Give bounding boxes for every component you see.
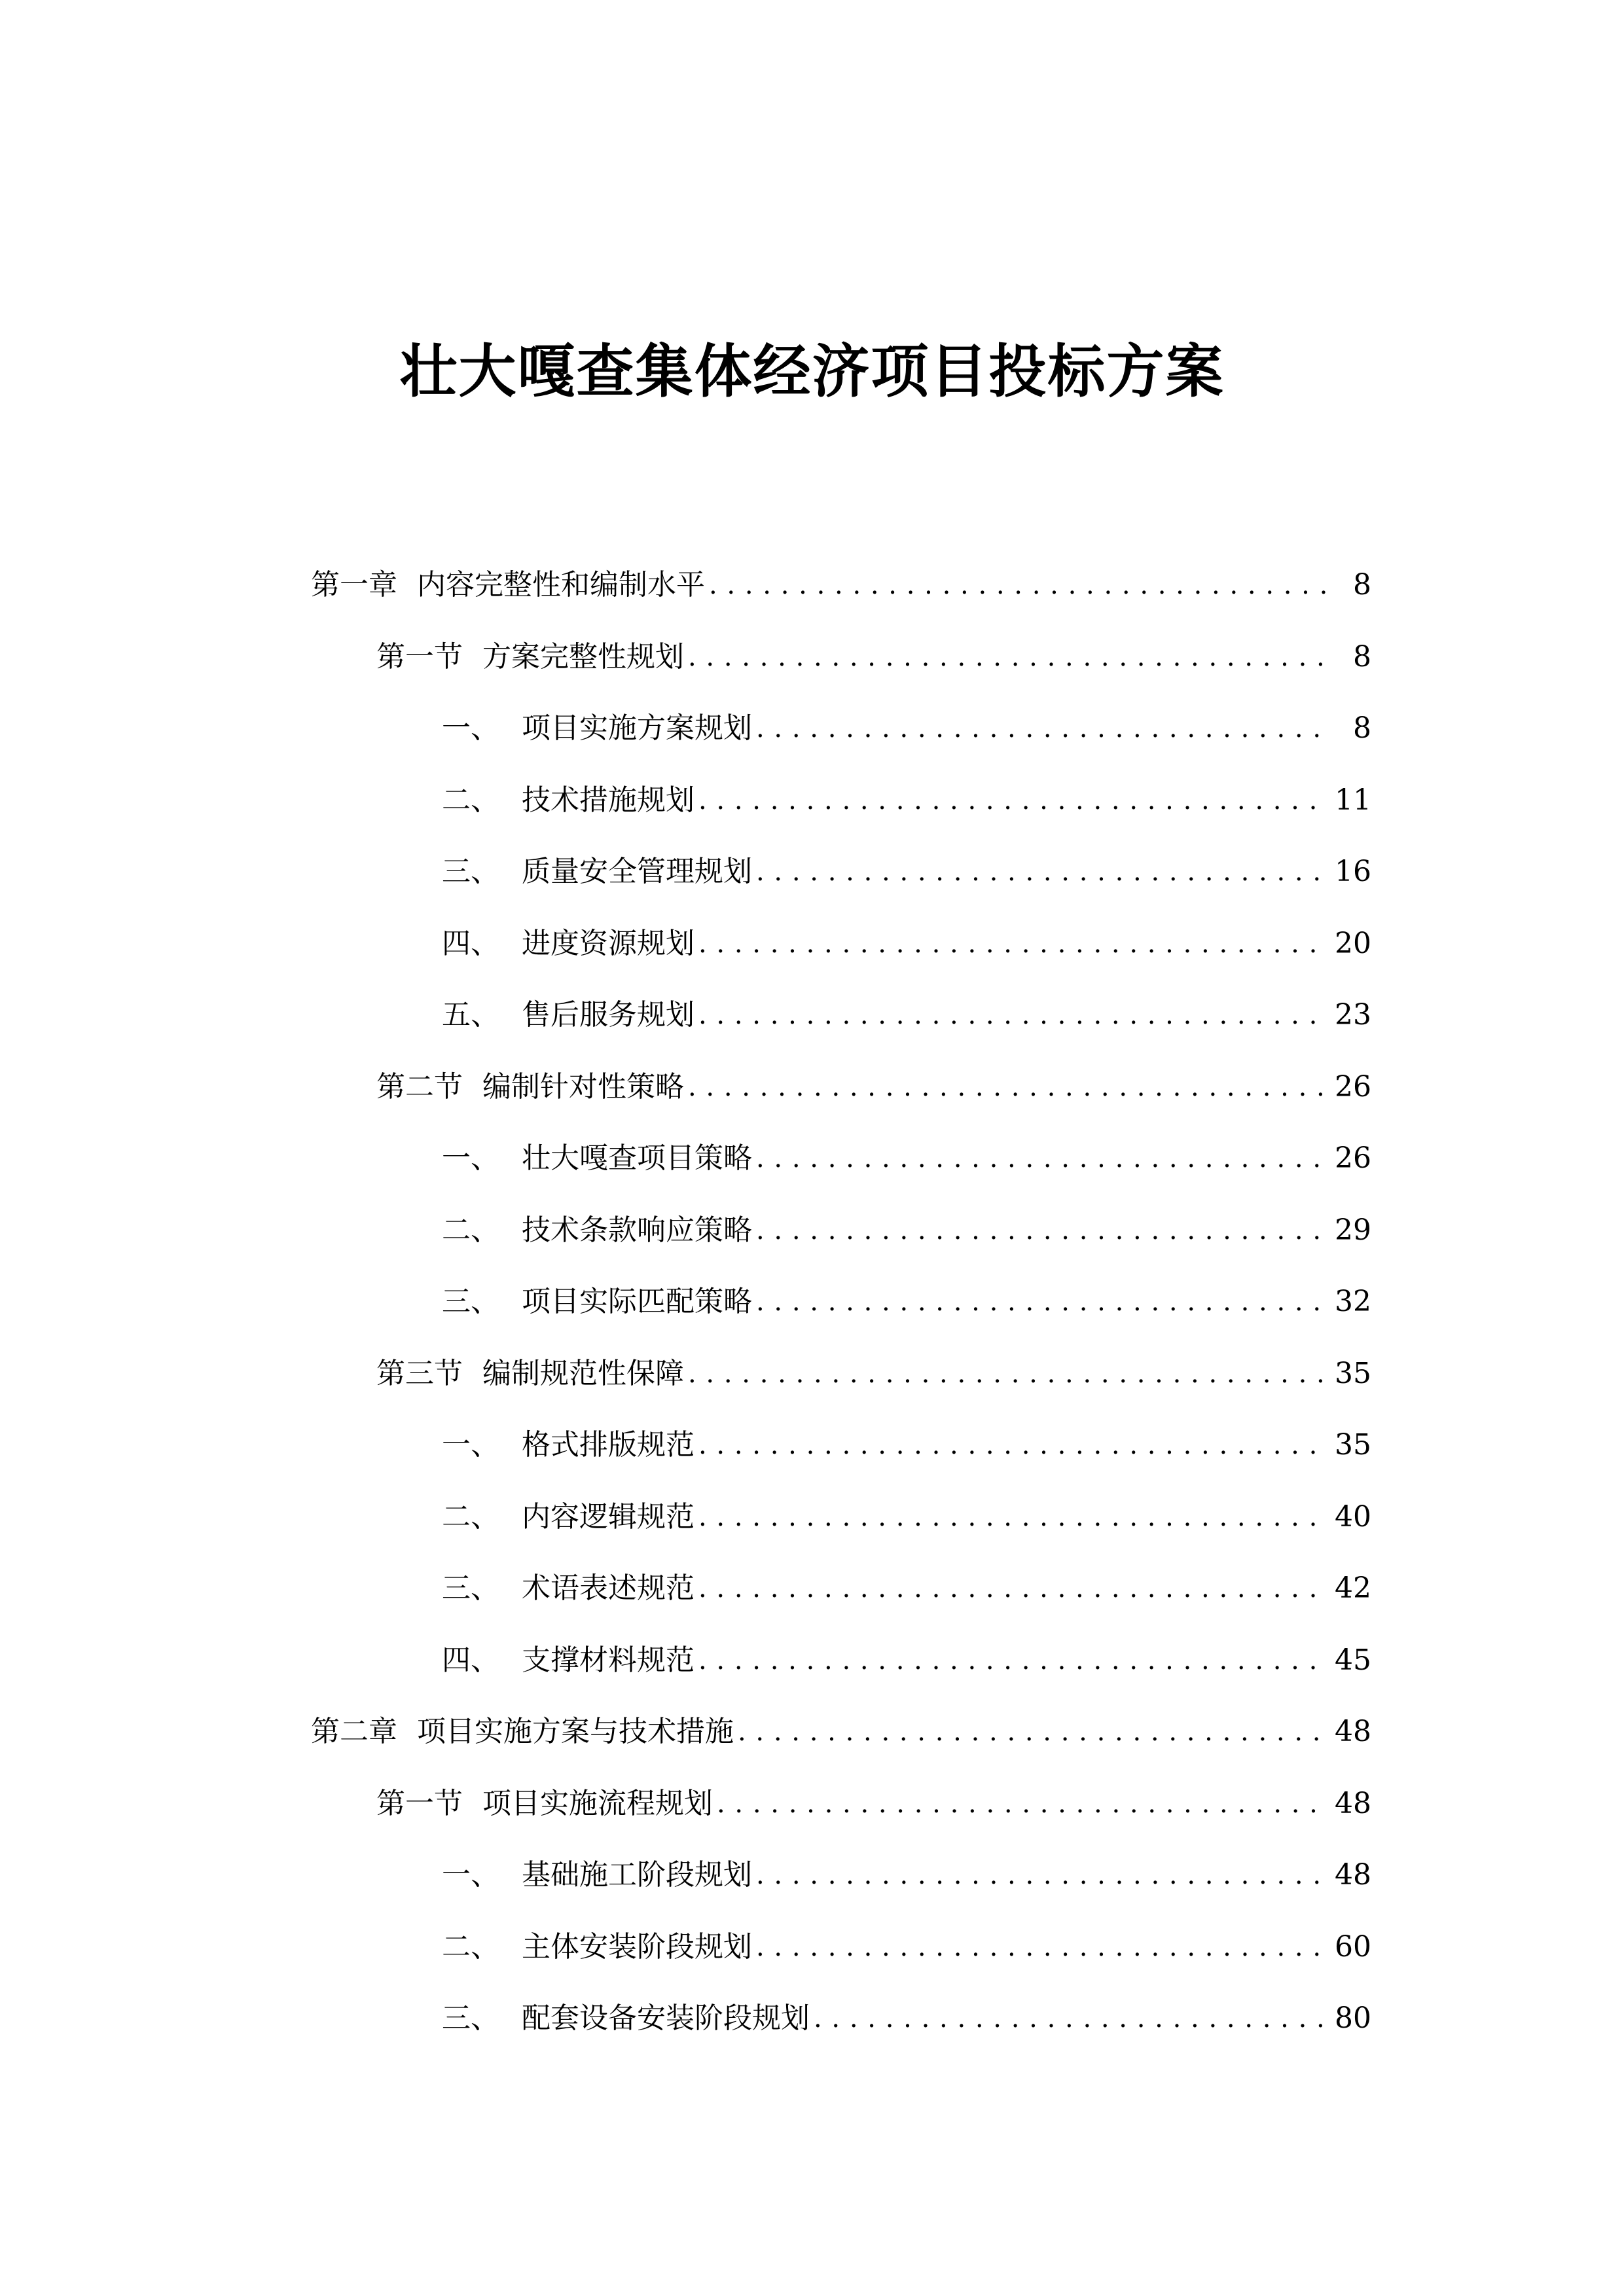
dot-leader	[698, 1565, 1326, 1612]
toc-entry-subsection[interactable]	[442, 777, 1371, 824]
toc-entry-page: 26	[1335, 1070, 1371, 1103]
toc-entry-label: 编制规范性保障	[482, 1357, 684, 1390]
dot-leader	[698, 1494, 1326, 1541]
toc-entry-page: 42	[1335, 1571, 1371, 1605]
toc-entry-page: 80	[1335, 2001, 1371, 2035]
dot-leader	[709, 562, 1329, 609]
toc-entry-number: 三、	[442, 2001, 499, 2035]
toc-entry-label: 格式排版规范	[522, 1428, 695, 1462]
toc-entry-number: 第一节	[376, 1787, 463, 1820]
toc-entry-page: 32	[1335, 1285, 1371, 1318]
dot-leader	[814, 1995, 1326, 2042]
toc-entry-section[interactable]	[376, 1780, 1371, 1827]
toc-entry-label: 支撑材料规范	[522, 1643, 695, 1677]
toc-entry-number: 一、	[442, 1141, 499, 1175]
toc-entry-label: 项目实施流程规划	[482, 1787, 713, 1820]
toc-entry-label: 配套设备安装阶段规划	[522, 2001, 810, 2035]
toc-entry-label: 内容完整性和编制水平	[417, 568, 705, 601]
dot-leader	[756, 1207, 1326, 1254]
toc-entry-page: 8	[1353, 568, 1371, 601]
toc-entry-page: 40	[1335, 1500, 1371, 1534]
toc-entry-label: 质量安全管理规划	[522, 855, 752, 888]
dot-leader	[698, 1637, 1326, 1684]
toc-entry-label: 基础施工阶段规划	[522, 1858, 752, 1892]
toc-entry-number: 四、	[442, 1643, 499, 1677]
document-title: 壮大嘎查集体经济项目投标方案	[399, 338, 1225, 405]
toc-entry-number: 二、	[442, 1213, 499, 1247]
dot-leader	[756, 1852, 1326, 1899]
toc-entry-subsection[interactable]	[442, 1207, 1371, 1254]
toc-entry-page: 11	[1335, 783, 1371, 817]
dot-leader	[688, 1064, 1326, 1111]
dot-leader	[698, 992, 1326, 1039]
toc-entry-number: 三、	[442, 855, 499, 888]
toc-entry-page: 35	[1335, 1428, 1371, 1462]
toc-entry-chapter[interactable]	[311, 1708, 1371, 1755]
toc-entry-subsection[interactable]	[442, 705, 1371, 752]
toc-entry-number: 三、	[442, 1571, 499, 1605]
toc-entry-subsection[interactable]	[442, 848, 1371, 895]
toc-entry-subsection[interactable]	[442, 1924, 1371, 1971]
toc-entry-number: 一、	[442, 1858, 499, 1892]
toc-entry-number: 三、	[442, 1285, 499, 1318]
dot-leader	[698, 920, 1326, 967]
toc-entry-label: 项目实施方案规划	[522, 711, 752, 745]
toc-entry-subsection[interactable]	[442, 1278, 1371, 1325]
toc-entry-number: 第二章	[311, 1715, 397, 1748]
toc-entry-page: 23	[1335, 998, 1371, 1031]
toc-entry-page: 20	[1335, 927, 1371, 960]
toc-entry-page: 48	[1335, 1858, 1371, 1892]
toc-entry-label: 壮大嘎查项目策略	[522, 1141, 752, 1175]
dot-leader	[756, 1924, 1326, 1971]
dot-leader	[756, 1278, 1326, 1325]
toc-entry-page: 16	[1335, 855, 1371, 888]
toc-entry-subsection[interactable]	[442, 1852, 1371, 1899]
toc-entry-page: 8	[1353, 640, 1371, 673]
toc-entry-label: 进度资源规划	[522, 927, 695, 960]
toc-entry-number: 第一节	[376, 640, 463, 673]
toc-entry-subsection[interactable]	[442, 1494, 1371, 1541]
toc-entry-subsection[interactable]	[442, 1637, 1371, 1684]
dot-leader	[688, 634, 1329, 681]
dot-leader	[717, 1780, 1326, 1827]
dot-leader	[756, 848, 1326, 895]
toc-entry-subsection[interactable]	[442, 1135, 1371, 1182]
toc-entry-page: 60	[1335, 1930, 1371, 1964]
toc-entry-page: 45	[1335, 1643, 1371, 1677]
toc-entry-label: 项目实际匹配策略	[522, 1285, 752, 1318]
toc-entry-subsection[interactable]	[442, 992, 1371, 1039]
toc-entry-subsection[interactable]	[442, 920, 1371, 967]
dot-leader	[756, 705, 1329, 752]
toc-entry-number: 一、	[442, 711, 499, 745]
toc-entry-label: 技术措施规划	[522, 783, 695, 817]
toc-entry-label: 方案完整性规划	[482, 640, 684, 673]
dot-leader	[756, 1135, 1326, 1182]
toc-entry-number: 二、	[442, 783, 499, 817]
toc-entry-number: 二、	[442, 1500, 499, 1534]
dot-leader	[688, 1350, 1326, 1397]
toc-entry-page: 29	[1335, 1213, 1371, 1247]
toc-entry-section[interactable]	[376, 1350, 1371, 1397]
toc-entry-number: 第一章	[311, 568, 397, 601]
toc-entry-page: 48	[1335, 1787, 1371, 1820]
toc-entry-page: 48	[1335, 1715, 1371, 1748]
toc-entry-subsection[interactable]	[442, 1422, 1371, 1469]
toc-entry-label: 技术条款响应策略	[522, 1213, 752, 1247]
toc-entry-subsection[interactable]	[442, 1995, 1371, 2042]
toc-entry-page: 26	[1335, 1141, 1371, 1175]
dot-leader	[698, 777, 1326, 824]
toc-entry-label: 售后服务规划	[522, 998, 695, 1031]
toc-entry-label: 主体安装阶段规划	[522, 1930, 752, 1964]
dot-leader	[738, 1708, 1326, 1755]
dot-leader	[698, 1422, 1326, 1469]
toc-entry-page: 35	[1335, 1357, 1371, 1390]
toc-entry-label: 内容逻辑规范	[522, 1500, 695, 1534]
toc-entry-subsection[interactable]	[442, 1565, 1371, 1612]
toc-entry-number: 五、	[442, 998, 499, 1031]
toc-entry-number: 第二节	[376, 1070, 463, 1103]
toc-entry-chapter[interactable]	[311, 562, 1371, 609]
toc-entry-number: 二、	[442, 1930, 499, 1964]
toc-entry-section[interactable]	[376, 1064, 1371, 1111]
toc-entry-label: 编制针对性策略	[482, 1070, 684, 1103]
toc-entry-number: 一、	[442, 1428, 499, 1462]
toc-entry-label: 术语表述规范	[522, 1571, 695, 1605]
toc-entry-number: 第三节	[376, 1357, 463, 1390]
toc-entry-section[interactable]	[376, 634, 1371, 681]
toc-entry-number: 四、	[442, 927, 499, 960]
toc-entry-label: 项目实施方案与技术措施	[417, 1715, 734, 1748]
toc-entry-page: 8	[1353, 711, 1371, 745]
